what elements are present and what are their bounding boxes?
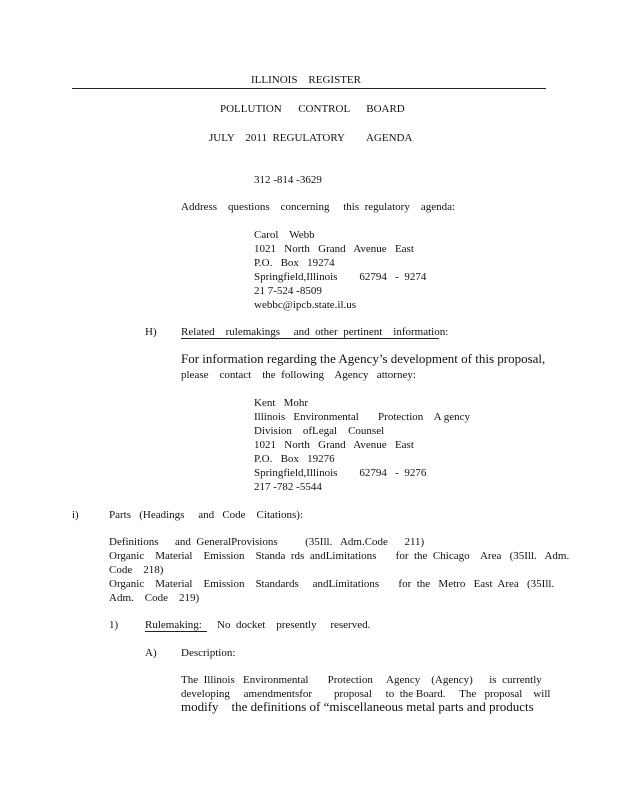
section-h-heading: Related rulemakings and other pertinent information:: [181, 326, 449, 338]
contact2-name: Kent Mohr: [254, 397, 309, 409]
citation-line: Adm. Code 219): [109, 592, 200, 604]
item-1-marker: 1): [109, 619, 119, 631]
contact2-city: Springfield,Illinois 62794 - 9276: [254, 467, 427, 479]
contact1-street: 1021 North Grand Avenue East: [254, 243, 414, 255]
contact2-agency: Illinois Environmental Protection A gency: [254, 411, 470, 423]
header-rule: [72, 88, 546, 89]
item-a-marker: A): [145, 647, 157, 659]
address-intro: Address questions concerning this regulatory agenda:: [181, 201, 456, 213]
contact1-pobox: P.O. Box 19274: [254, 257, 335, 269]
citation-line: Code 218): [109, 564, 164, 576]
rulemaking-label: Rulemaking:: [145, 619, 202, 631]
description-line: modify the definitions of “miscellaneous metal parts and products: [181, 699, 534, 714]
contact2-pobox: P.O. Box 19276: [254, 453, 335, 465]
section-i-marker: i): [72, 509, 79, 521]
board-title: POLLUTION CONTROL BOARD: [220, 103, 405, 115]
contact2-phone: 217 -782 -5544: [254, 481, 322, 493]
agency-info-line: For information regarding the Agency’s development of this proposal,: [181, 351, 546, 366]
citation-line: Organic Material Emission Standards andLimitations for the Metro East Area (35Ill.: [109, 578, 555, 590]
section-i-heading: Parts (Headings and Code Citations):: [109, 509, 304, 521]
citation-line: Definitions and GeneralProvisions (35Ill. Adm.Code 211): [109, 536, 425, 548]
description-line: developing amendmentsfor proposal to the Board. The proposal will: [181, 688, 551, 700]
phone-line: 312 -814 -3629: [254, 174, 322, 186]
description-line: The Illinois Environmental Protection Agency (Agency) is currently: [181, 674, 542, 686]
contact1-email[interactable]: webbc@ipcb.state.il.us: [254, 299, 357, 311]
rulemaking-text: No docket presently reserved.: [217, 619, 371, 631]
agenda-title: JULY 2011 REGULATORY AGENDA: [209, 132, 413, 144]
section-h-underline: [181, 338, 439, 339]
agency-contact-line: please contact the following Agency attorney:: [181, 369, 416, 381]
citation-line: Organic Material Emission Standa rds andLimitations for the Chicago Area (35Ill. Adm.: [109, 550, 570, 562]
contact1-name: Carol Webb: [254, 229, 315, 241]
contact2-division: Division ofLegal Counsel: [254, 425, 385, 437]
contact1-city: Springfield,Illinois 62794 - 9274: [254, 271, 427, 283]
rulemaking-underline: [145, 631, 207, 632]
contact1-phone: 21 7-524 -8509: [254, 285, 322, 297]
contact2-street: 1021 North Grand Avenue East: [254, 439, 414, 451]
register-title: ILLINOIS REGISTER: [251, 74, 361, 86]
description-label: Description:: [181, 647, 236, 659]
section-h-marker: H): [145, 326, 157, 338]
